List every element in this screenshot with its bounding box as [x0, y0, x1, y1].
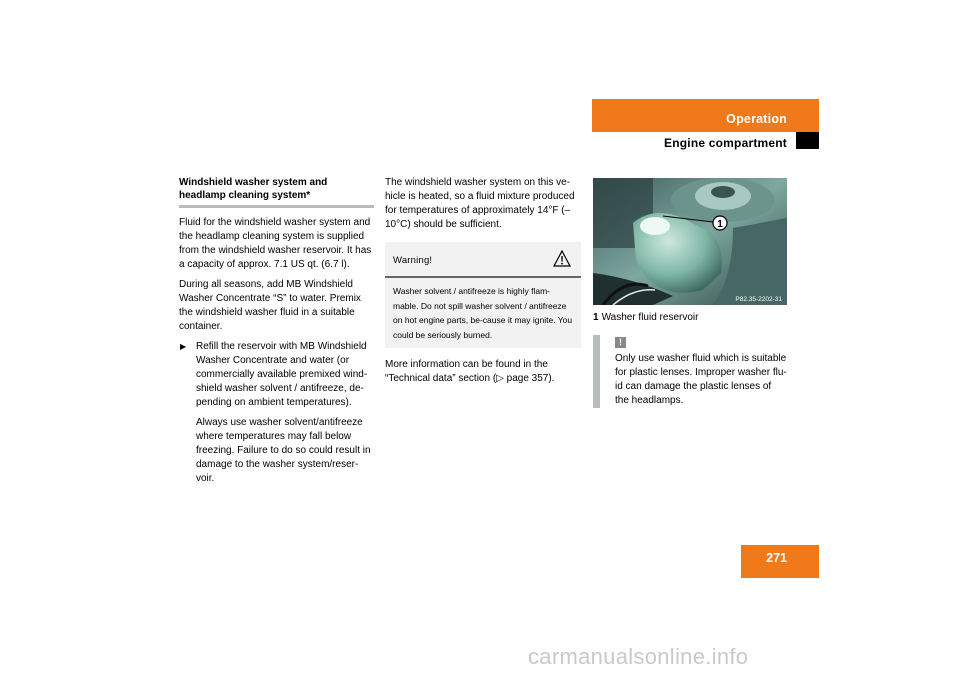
engine-photo — [593, 178, 787, 305]
caption-text: Washer fluid reservoir — [601, 312, 699, 323]
column-left — [179, 176, 374, 486]
header-section-title: Operation — [726, 112, 787, 126]
photo-code: P82.35-2202-31 — [735, 296, 782, 303]
instruction-text: Refill the reservoir with MB Windshield Washer Concentrate and water (or commercially available premixed wind-shield washer solvent / antifreeze, de-pending on ambient temperatures). — [196, 341, 368, 408]
paragraph: Fluid for the windshield washer system and the headlamp cleaning system is supplied from the windshield washer reservoir. It has a capacity of approx. 7.1 US qt. (6.7 l). — [179, 217, 372, 270]
paragraph: The windshield washer system on this ve-hicle is heated, so a fluid mixture produced for temperatures of approximately 14°F (–10°C) should be sufficient. — [385, 177, 575, 230]
column-middle — [385, 176, 581, 392]
callout-number: 1 — [717, 219, 723, 230]
paragraph: During all seasons, add MB Windshield Washer Concentrate “S” to water. Premix the windshield washer fluid in a suitable container. — [179, 279, 361, 332]
engine-compartment-image — [593, 178, 787, 305]
triangle-right-icon: ▶ — [180, 342, 187, 351]
column-right — [593, 176, 787, 408]
page-number: 271 — [741, 545, 819, 578]
note-box — [593, 335, 787, 408]
warning-text: Washer solvent / antifreeze is highly flam-mable. Do not spill washer solvent / antifreeze on hot engine parts, be-cause it may ignite. You could be seriously burned. — [393, 286, 573, 340]
exclamation-icon: ! — [615, 337, 626, 348]
warning-triangle-icon — [553, 250, 571, 267]
section-rule — [179, 205, 374, 208]
photo-caption — [593, 311, 787, 325]
header-marker — [796, 132, 819, 149]
caption-number: 1 — [593, 312, 599, 323]
section-title: Windshield washer system and headlamp cleaning system* — [179, 177, 328, 201]
note-text: Only use washer fluid which is suitable for plastic lenses. Improper washer flu-id can damage the plastic lenses of the headlamps. — [615, 353, 787, 406]
instruction-note: Always use washer solvent/antifreeze where temperatures may fall below freezing. Failure to do so could result in damage to the washer system/reser-voir. — [196, 417, 371, 484]
warning-title: Warning! — [393, 255, 433, 266]
warning-header — [385, 242, 581, 278]
paragraph: More information can be found in the “Technical data” section (▷ page 357). — [385, 359, 555, 384]
watermark-text: carmanualsonline.info — [528, 644, 749, 669]
header-subsection-title: Engine compartment — [664, 136, 787, 150]
instruction-step — [179, 340, 374, 410]
warning-box — [385, 242, 581, 348]
